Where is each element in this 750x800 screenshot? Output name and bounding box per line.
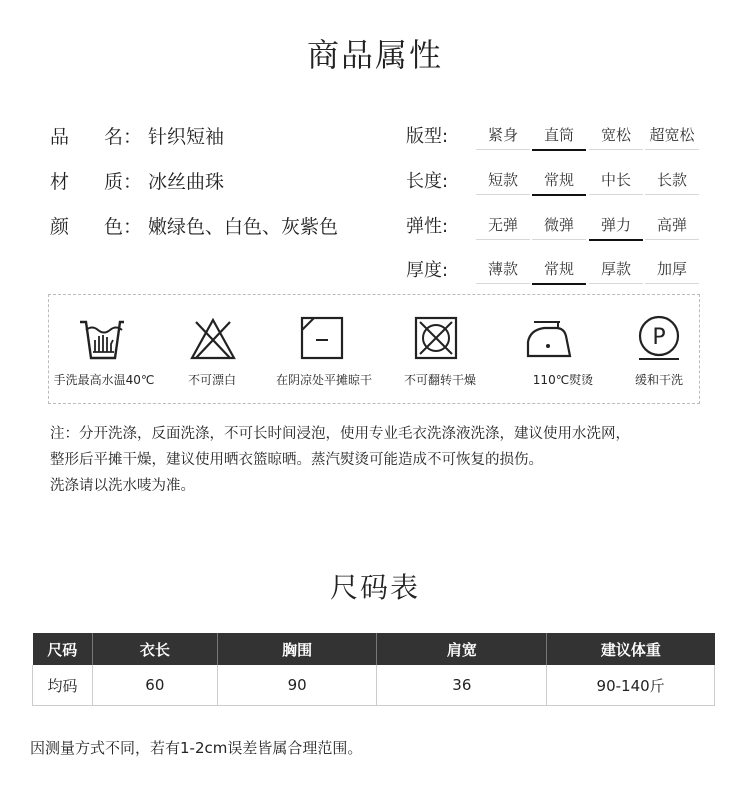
size-chart-title: 尺码表 xyxy=(329,571,420,604)
attribute-key-2: 名： xyxy=(104,126,143,148)
attribute-name xyxy=(50,122,224,149)
size-table-header xyxy=(33,633,715,665)
option-item: 超宽松 xyxy=(649,126,695,144)
option-underline xyxy=(476,194,530,195)
chest-cell: 90 xyxy=(217,665,377,706)
iron-110-icon xyxy=(524,320,572,360)
option-item: 微弹 xyxy=(543,216,574,234)
option-item: 直筒 xyxy=(543,126,574,144)
option-underline xyxy=(589,283,643,284)
option-underline xyxy=(645,194,699,195)
attribute-value: 针织短袖 xyxy=(148,126,225,148)
option-group-label: 长度: xyxy=(406,171,449,192)
selected-option-underline xyxy=(532,194,586,196)
option-item: 弹力 xyxy=(600,216,631,234)
option-item: 高弹 xyxy=(656,216,687,234)
table-row xyxy=(33,665,715,706)
option-underline xyxy=(589,149,643,150)
attribute-key-2: 色： xyxy=(104,216,143,238)
option-item: 紧身 xyxy=(487,126,518,144)
care-note-line: 整形后平摊干燥，建议使用晒衣篮晾晒。蒸汽熨烫可能造成不可恢复的损伤。 xyxy=(50,452,543,468)
no-tumble-dry-icon xyxy=(414,316,458,360)
care-label: 手洗最高水温40℃ xyxy=(53,373,155,387)
attribute-value: 嫩绿色、白色、灰紫色 xyxy=(148,216,339,238)
care-label: 缓和干洗 xyxy=(634,373,683,387)
option-underline xyxy=(476,149,530,150)
shade-dry-flat-icon xyxy=(300,316,344,360)
hand-wash-icon xyxy=(78,316,126,362)
option-group-label: 厚度: xyxy=(406,260,449,281)
header-size: 尺码 xyxy=(33,633,93,665)
page-title: 商品属性 xyxy=(306,36,443,74)
attribute-key-1: 品 xyxy=(50,126,70,148)
option-item: 短款 xyxy=(487,171,518,189)
option-underline xyxy=(645,283,699,284)
size-footnote: 因测量方式不同，若有1-2cm误差皆属合理范围。 xyxy=(30,739,363,757)
attribute-key-2: 质： xyxy=(104,171,143,193)
no-bleach-icon xyxy=(190,318,236,360)
attribute-value: 冰丝曲珠 xyxy=(148,171,225,193)
care-label: 不可翻转干燥 xyxy=(403,373,476,387)
option-item: 无弹 xyxy=(487,216,518,234)
care-label: 在阴凉处平摊晾干 xyxy=(275,373,372,387)
option-item: 宽松 xyxy=(600,126,631,144)
selected-option-underline xyxy=(532,283,586,285)
header-shoulder: 肩宽 xyxy=(377,633,547,665)
header-length: 衣长 xyxy=(92,633,217,665)
size-cell: 均码 xyxy=(33,665,93,706)
option-group-label: 版型: xyxy=(406,126,449,147)
care-label: 110℃熨烫 xyxy=(532,373,594,387)
length-cell: 60 xyxy=(92,665,217,706)
option-underline xyxy=(645,149,699,150)
option-underline xyxy=(589,194,643,195)
gentle-dry-clean-icon xyxy=(636,315,682,361)
option-underline xyxy=(532,239,586,240)
size-table xyxy=(32,633,715,706)
option-underline xyxy=(645,239,699,240)
header-chest: 胸围 xyxy=(217,633,377,665)
selected-option-underline xyxy=(532,149,586,151)
shoulder-cell: 36 xyxy=(377,665,547,706)
option-item: 中长 xyxy=(600,171,631,189)
option-group-label: 弹性: xyxy=(406,216,449,237)
care-note-line: 注：分开洗涤，反面洗涤，不可长时间浸泡，使用专业毛衣洗涤液洗涤，建议使用水洗网， xyxy=(50,426,630,442)
attribute-key-1: 材 xyxy=(50,171,70,193)
care-note-line: 洗涤请以洗水唛为准。 xyxy=(50,478,195,494)
option-item: 常规 xyxy=(543,260,574,278)
svg-text:P: P xyxy=(652,325,666,350)
attribute-key-1: 颜 xyxy=(50,216,70,238)
selected-option-underline xyxy=(589,239,643,241)
option-item: 常规 xyxy=(543,171,574,189)
option-item: 长款 xyxy=(656,171,687,189)
header-weight: 建议体重 xyxy=(547,633,715,665)
option-item: 加厚 xyxy=(656,260,687,278)
care-label: 不可漂白 xyxy=(187,373,236,387)
option-item: 薄款 xyxy=(487,260,518,278)
attribute-color xyxy=(50,212,338,239)
option-underline xyxy=(476,283,530,284)
option-underline xyxy=(476,239,530,240)
weight-cell: 90-140斤 xyxy=(547,665,715,706)
attribute-material xyxy=(50,167,224,194)
option-item: 厚款 xyxy=(600,260,631,278)
